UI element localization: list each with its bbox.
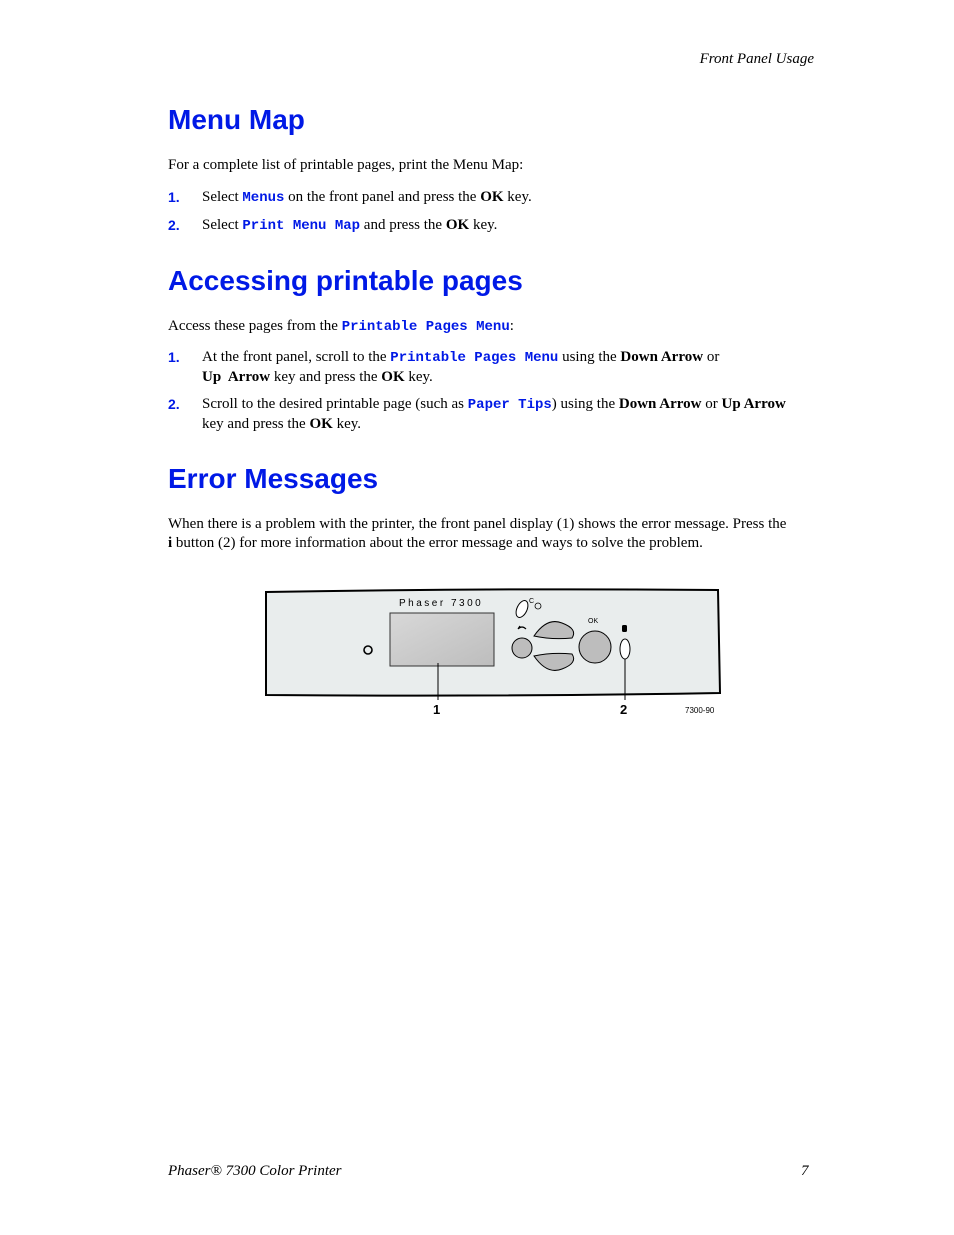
menu-map-intro: For a complete list of printable pages, print the Menu Map: [168,157,524,173]
panel-label: Phaser 7300 [399,598,484,609]
ok-label: OK [588,618,599,625]
cancel-icon: C [529,598,535,605]
intro-text: : [509,318,514,334]
step-text: At the front panel, scroll to the [202,349,391,365]
step-text: key. [332,416,361,432]
menu-map-step-1 [168,188,813,208]
key-name: OK [445,217,470,233]
step-number: 1. [168,189,180,205]
front-panel-figure [262,585,727,725]
page-number: 7 [801,1163,809,1179]
menu-code: Menus [242,190,285,206]
heading-menu-map: Menu Map [168,104,305,135]
step-text: key. [404,369,433,385]
accessing-intro [168,317,514,337]
para-text: When there is a problem with the printer, the front panel display (1) shows the error message. Press the [168,516,787,532]
step-text: using the [558,349,621,365]
step-number: 2. [168,217,180,233]
callout-2: 2 [620,702,628,717]
key-name: OK [381,369,405,385]
step-text: key. [503,189,532,205]
back-button [512,638,532,658]
step-text: Select [202,217,243,233]
info-icon [622,625,627,632]
step-text: and press the [360,217,446,233]
key-name: Down Arrow [620,349,704,365]
errors-paragraph [168,515,813,553]
key-name: Up Arrow [721,396,786,412]
footer-product: Phaser® 7300 Color Printer [168,1163,342,1179]
step-text: on the front panel and press the [284,189,481,205]
step-text: Select [202,189,243,205]
info-button [620,639,630,659]
step-text: ) using the [551,396,619,412]
menu-map-step-2 [168,216,813,236]
key-name: Up Arrow [202,369,271,385]
accessing-step-2 [168,395,813,434]
step-text: or [701,396,722,412]
menu-code: Printable Pages Menu [341,319,510,335]
ok-button [579,631,611,663]
callout-1: 1 [433,702,441,717]
front-panel-illustration [262,585,727,720]
step-number: 1. [168,349,180,365]
step-number: 2. [168,396,180,412]
key-name: i [168,535,173,551]
para-text: button (2) for more information about the error message and ways to solve the problem. [172,535,703,551]
heading-error-messages: Error Messages [168,463,379,494]
key-name: Down Arrow [618,396,702,412]
accessing-step-1 [168,348,813,387]
menu-code: Paper Tips [467,397,552,413]
intro-text: Access these pages from the [168,318,342,334]
menu-code: Printable Pages Menu [390,350,559,366]
lcd-display [390,613,494,666]
figure-id: 7300-90 [685,706,715,715]
step-text: Scroll to the desired printable page (such as [202,396,468,412]
heading-accessing-printable-pages: Accessing printable pages [168,265,523,296]
step-text: or [703,349,720,365]
step-text: key and press the [202,416,310,432]
key-name: OK [480,189,504,205]
step-text: key and press the [270,369,382,385]
menu-code: Print Menu Map [242,218,361,234]
step-text: key. [469,217,498,233]
key-name: OK [309,416,333,432]
running-header: Front Panel Usage [699,51,814,67]
